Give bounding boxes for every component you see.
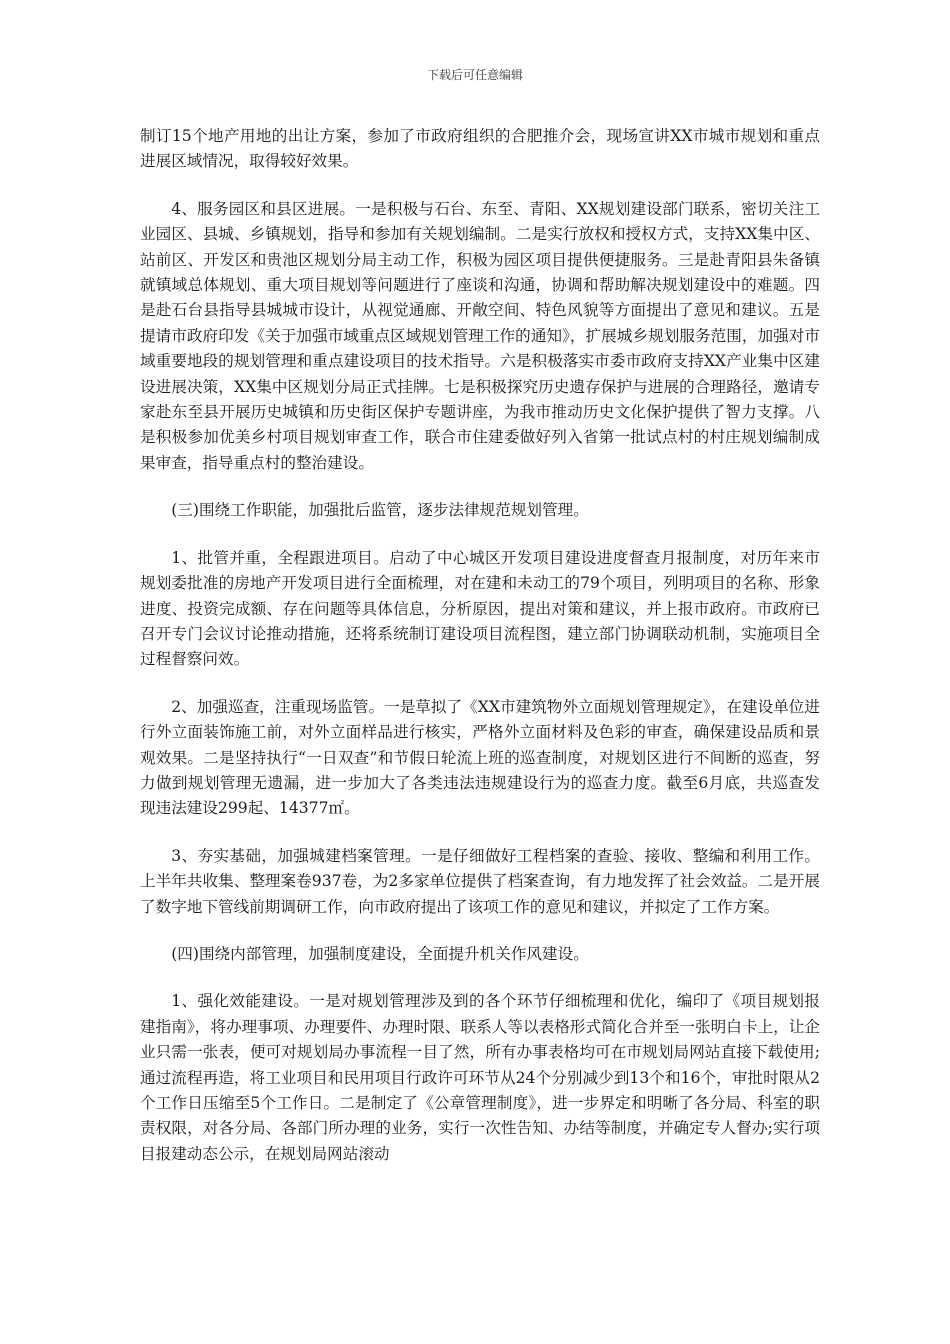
paragraph: 2、加强巡查，注重现场监管。一是草拟了《XX市建筑物外立面规划管理规定》，在建设单位进行外立面装饰施工前，对外立面样品进行核实，严格外立面材料及色彩的审查，确保建设品质和景观效果。二是坚持执行“一日双查”和节假日轮流上班的巡查制度，对规划区进行不间断的巡查，努力做到规划管理无遗漏，进一步加大了各类违法违规建设行为的巡查力度。截至6月底，共巡查发现违法建设299起、14377㎡。	[140, 697, 820, 818]
paragraph: 4、服务园区和县区进展。一是积极与石台、东至、青阳、XX规划建设部门联系，密切关注工业园区、县城、乡镇规划，指导和参加有关规划编制。二是实行放权和授权方式，支持XX集中区、站前区、开发区和贵池区规划分局主动工作，积极为园区项目提供便捷服务。三是赴青阳县朱备镇就镇域总体规划、重大项目规划等问题进行了座谈和沟通，协调和帮助解决规划建设中的难题。四是赴石台县指导县城城市设计，从视觉通廊、开敞空间、特色风貌等方面提出了意见和建议。五是提请市政府印发《关于加强市域重点区域规划管理工作的通知》，扩展城乡规划服务范围，加强对市域重要地段的规划管理和重点建设项目的技术指导。六是积极落实市委市政府支持XX产业集中区建设进展决策，XX集中区规划分局正式挂牌。七是积极探究历史遗存保护与进展的合理路径，邀请专家赴东至县开展历史城镇和历史街区保护专题讲座，为我市推动历史文化保护提供了智力支撑。八是积极参加优美乡村项目规划审查工作，联合市住建委做好列入省第一批试点村的村庄规划编制成果审查，指导重点村的整治建设。	[140, 199, 820, 472]
section-heading: (三)围绕工作职能，加强批后监管，逐步法律规范规划管理。	[171, 501, 589, 520]
section-heading: (四)围绕内部管理，加强制度建设，全面提升机关作风建设。	[171, 944, 589, 963]
document-body	[140, 124, 820, 1189]
paragraph: 1、批管并重，全程跟进项目。启动了中心城区开发项目建设进度督查月报制度，对历年来市规划委批准的房地产开发项目进行全面梳理，对在建和未动工的79个项目，列明项目的名称、形象进度、投资完成额、存在问题等具体信息，分析原因，提出对策和建议，并上报市政府。市政府已召开专门会议讨论推动措施，还将系统制订建设项目流程图，建立部门协调联动机制，实施项目全过程督察问效。	[140, 548, 820, 669]
paragraph: 制订15个地产用地的出让方案，参加了市政府组织的合肥推介会，现场宣讲XX市城市规划和重点进展区域情况，取得较好效果。	[140, 127, 820, 171]
paragraph: 3、夯实基础，加强城建档案管理。一是仔细做好工程档案的查验、接收、整编和利用工作。上半年共收集、整理案卷937卷，为2多家单位提供了档案查询，有力地发挥了社会效益。二是开展了数字地下管线前期调研工作，向市政府提出了该项工作的意见和建议，并拟定了工作方案。	[140, 846, 820, 916]
page-header: 下载后可任意编辑	[426, 68, 523, 82]
paragraph: 1、强化效能建设。一是对规划管理涉及到的各个环节仔细梳理和优化，编印了《项目规划报建指南》，将办理事项、办理要件、办理时限、联系人等以表格形式简化合并至一张明白卡上，让企业只需一张表，便可对规划局办事流程一目了然，所有办事表格均可在市规划局网站直接下载使用;通过流程再造，将工业项目和民用项目行政许可环节从24个分别减少到13个和16个，审批时限从2个工作日压缩至5个工作日。二是制定了《公章管理制度》，进一步界定和明晰了各分局、科室的职责权限，对各分局、各部门所办理的业务，实行一次性告知、办结等制度，并确定专人督办;实行项目报建动态公示，在规划局网站滚动	[140, 992, 820, 1163]
